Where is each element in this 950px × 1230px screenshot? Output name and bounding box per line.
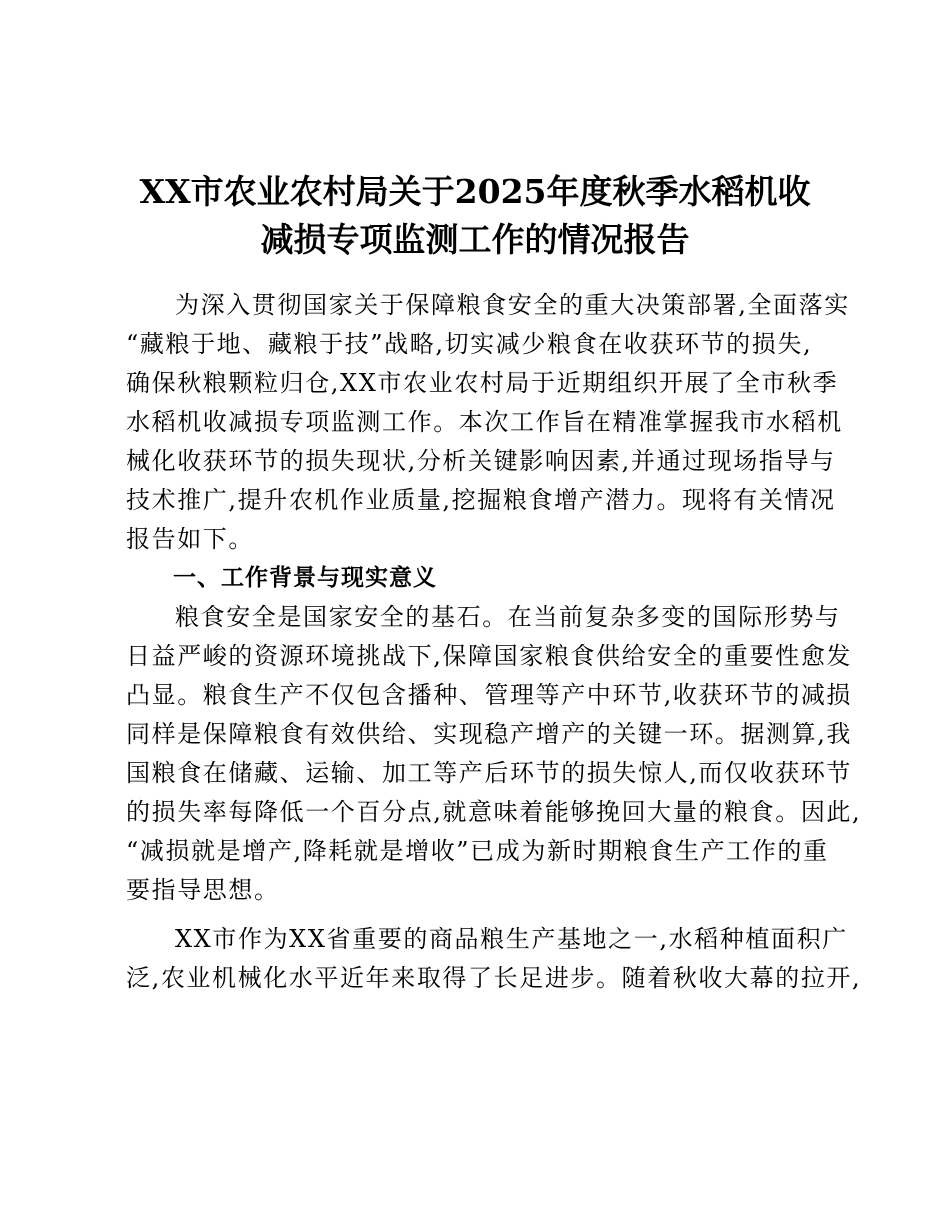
intro-paragraph [126, 286, 850, 559]
paragraph-line: 为深入贯彻国家关于保障粮食安全的重大决策部署,全面落实 [175, 291, 850, 319]
paragraph-line: 械化收获环节的损失现状,分析关键影响因素,并通过现场指导与 [126, 447, 836, 475]
paragraph-line: 粮食安全是国家安全的基石。在当前复杂多变的国际形势与 [175, 603, 841, 631]
section1-paragraph-1 [126, 598, 862, 910]
paragraph-line: 要指导思想。 [126, 876, 280, 904]
section-heading: 一、工作背景与现实意义 [173, 565, 437, 591]
paragraph-line: 水稻机收减损专项监测工作。本次工作旨在精准掌握我市水稻机 [126, 408, 843, 436]
paragraph-line: 国粮食在储藏、运输、加工等产后环节的损失惊人,而仅收获环节 [126, 759, 853, 787]
paragraph-line: 的损失率每降低一个百分点,就意味着能够挽回大量的粮食。因此, [126, 798, 862, 826]
document-body [126, 286, 862, 998]
paragraph-line: XX市作为XX省重要的商品粮生产基地之一,水稻种植面积广 [175, 925, 848, 953]
paragraph-line: 技术推广,提升农机作业质量,挖掘粮食增产潜力。现将有关情况 [126, 486, 836, 514]
paragraph-line: 凸显。粮食生产不仅包含播种、管理等产中环节,收获环节的减损 [126, 681, 853, 709]
paragraph-line: 确保秋粮颗粒归仓,XX市农业农村局于近期组织开展了全市秋季 [126, 369, 839, 397]
paragraph-line: “藏粮于地、藏粮于技”战略,切实减少粮食在收获环节的损失, [126, 330, 813, 358]
paragraph-line: 报告如下。 [126, 525, 254, 553]
paragraph-line: 同样是保障粮食有效供给、实现稳产增产的关键一环。据测算,我 [126, 720, 853, 748]
title-line-2: 减损专项监测工作的情况报告 [260, 220, 690, 259]
paragraph-line: 泛,农业机械化水平近年来取得了长足进步。随着秋收大幕的拉开, [126, 964, 862, 992]
paragraph-line: 日益严峻的资源环境挑战下,保障国家粮食供给安全的重要性愈发 [126, 642, 853, 670]
paragraph-spacer [126, 910, 838, 920]
document-title [110, 168, 840, 264]
section1-paragraph-2 [126, 920, 862, 998]
title-line-1: XX市农业农村局关于2025年度秋季水稻机收 [139, 172, 811, 211]
paragraph-line: “减损就是增产,降耗就是增收”已成为新时期粮食生产工作的重 [126, 837, 829, 865]
